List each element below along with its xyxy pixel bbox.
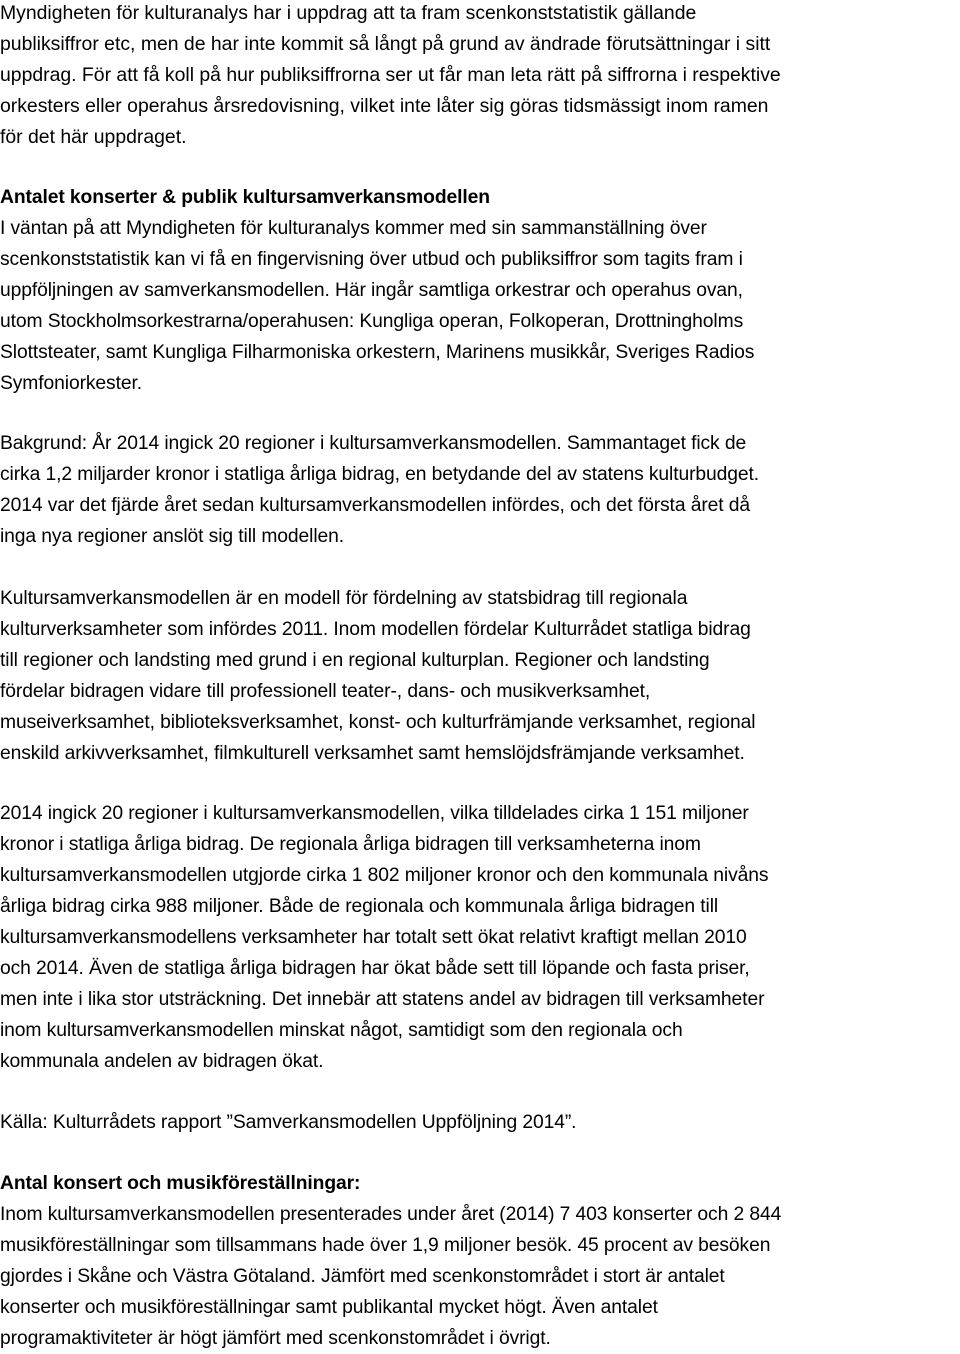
text-line: programaktiviteter är högt jämfört med scenkonstområdet i övrigt. bbox=[0, 1328, 551, 1349]
text-line: för det här uppdraget. bbox=[0, 126, 187, 148]
source-citation: Källa: Kulturrådets rapport ”Samverkansmodellen Uppföljning 2014”. bbox=[0, 1112, 577, 1133]
text-line: uppföljningen av samverkansmodellen. Här ingår samtliga orkestrar och operahus ovan, bbox=[0, 280, 743, 301]
text-line: Kultursamverkansmodellen är en modell för fördelning av statsbidrag till regionala bbox=[0, 588, 688, 609]
text-line: men inte i lika stor utsträckning. Det innebär att statens andel av bidragen till verksamheter bbox=[0, 989, 765, 1010]
text-line: musikföreställningar som tillsammans hade över 1,9 miljoner besök. 45 procent av besöken bbox=[0, 1235, 771, 1256]
text-line: cirka 1,2 miljarder kronor i statliga årliga bidrag, en betydande del av statens kulturbudget. bbox=[0, 464, 760, 485]
text-line: enskild arkivverksamhet, filmkulturell verksamhet samt hemslöjdsfrämjande verksamhet. bbox=[0, 743, 745, 764]
background-paragraph bbox=[0, 428, 960, 552]
text-line: inga nya regioner anslöt sig till modellen. bbox=[0, 526, 345, 547]
text-line: Bakgrund: År 2014 ingick 20 regioner i kultursamverkansmodellen. Sammantaget fick de bbox=[0, 433, 747, 454]
model-paragraph bbox=[0, 583, 960, 769]
section-concert-count bbox=[0, 1168, 960, 1354]
text-line: Myndigheten för kulturanalys har i uppdrag att ta fram scenkonststatistik gällande bbox=[0, 2, 697, 24]
text-line: Inom kultursamverkansmodellen presenterades under året (2014) 7 403 konserter och 2 844 bbox=[0, 1204, 782, 1225]
text-line: årliga bidrag cirka 988 miljoner. Både de regionala och kommunala årliga bidragen till bbox=[0, 896, 719, 917]
text-line: kultursamverkansmodellens verksamheter har totalt sett ökat relativt kraftigt mellan 2010 bbox=[0, 927, 747, 948]
text-line: orkesters eller operahus årsredovisning, vilket inte låter sig göras tidsmässigt inom ramen bbox=[0, 95, 769, 117]
text-line: publiksiffror etc, men de har inte kommit så långt på grund av ändrade förutsättningar i sitt bbox=[0, 33, 771, 55]
text-line: fördelar bidragen vidare till professionell teater-, dans- och musikverksamhet, bbox=[0, 681, 651, 702]
text-line: 2014 var det fjärde året sedan kultursamverkansmodellen infördes, och det första året då bbox=[0, 495, 751, 516]
text-line: kronor i statliga årliga bidrag. De regionala årliga bidragen till verksamheterna inom bbox=[0, 834, 701, 855]
intro-paragraph bbox=[0, 0, 960, 153]
text-line: kultursamverkansmodellen utgjorde cirka 1 802 miljoner kronor och den kommunala nivåns bbox=[0, 865, 769, 886]
figures-paragraph bbox=[0, 798, 960, 1077]
text-line: Symfoniorkester. bbox=[0, 373, 142, 394]
section-heading: Antal konsert och musikföreställningar: bbox=[0, 1173, 361, 1194]
text-line: Slottsteater, samt Kungliga Filharmoniska orkestern, Marinens musikkår, Sveriges Radios bbox=[0, 342, 755, 363]
text-line: och 2014. Även de statliga årliga bidragen har ökat både sett till löpande och fasta priser, bbox=[0, 958, 750, 979]
text-line: konserter och musikföreställningar samt publikantal mycket högt. Även antalet bbox=[0, 1297, 658, 1318]
text-line: kommunala andelen av bidragen ökat. bbox=[0, 1051, 324, 1072]
text-line: kulturverksamheter som infördes 2011. Inom modellen fördelar Kulturrådet statliga bidrag bbox=[0, 619, 751, 640]
text-line: scenkonststatistik kan vi få en fingervisning över utbud och publiksiffror som tagits fram i bbox=[0, 249, 743, 270]
source-paragraph bbox=[0, 1107, 960, 1138]
text-line: till regioner och landsting med grund i en regional kulturplan. Regioner och landsting bbox=[0, 650, 710, 671]
text-line: 2014 ingick 20 regioner i kultursamverkansmodellen, vilka tilldelades cirka 1 151 miljoner bbox=[0, 803, 749, 824]
section-heading: Antalet konserter & publik kultursamverkansmodellen bbox=[0, 187, 490, 208]
text-line: museiverksamhet, biblioteksverksamhet, konst- och kulturfrämjande verksamhet, regional bbox=[0, 712, 756, 733]
text-line: uppdrag. För att få koll på hur publiksiffrorna ser ut får man leta rätt på siffrorna i respektive bbox=[0, 64, 781, 86]
text-line: gjordes i Skåne och Västra Götaland. Jämfört med scenkonstområdet i stort är antalet bbox=[0, 1266, 725, 1287]
section-concerts-audience bbox=[0, 182, 960, 399]
text-line: inom kultursamverkansmodellen minskat något, samtidigt som den regionala och bbox=[0, 1020, 683, 1041]
text-line: utom Stockholmsorkestrarna/operahusen: Kungliga operan, Folkoperan, Drottningholms bbox=[0, 311, 744, 332]
text-line: I väntan på att Myndigheten för kulturanalys kommer med sin sammanställning över bbox=[0, 218, 707, 239]
